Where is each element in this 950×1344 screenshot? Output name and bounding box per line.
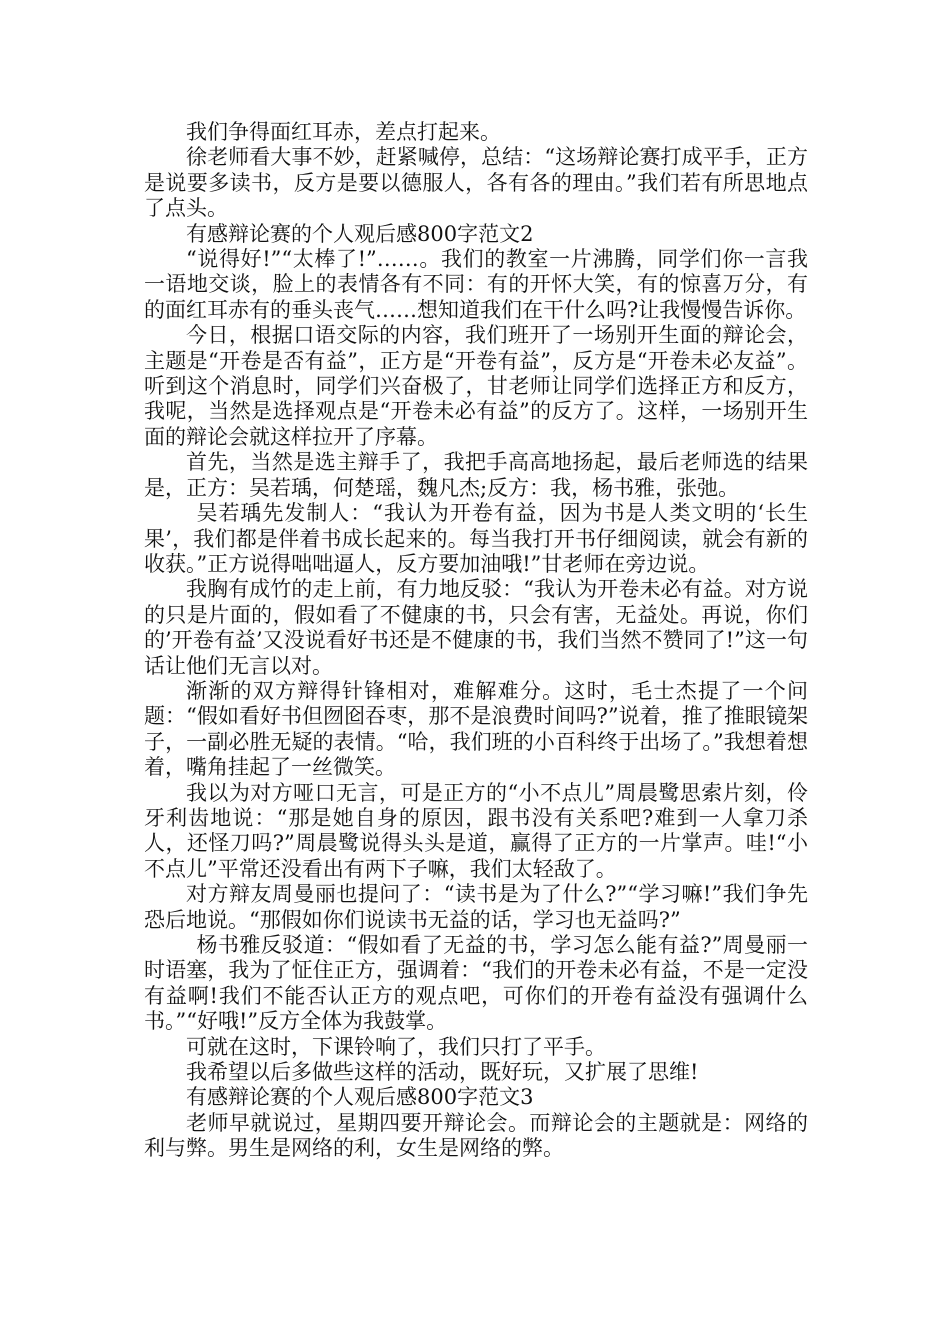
paragraph: 今日，根据口语交际的内容，我们班开了一场别开生面的辩论会，主题是“开卷是否有益”，正方是“开卷有益”，反方是“开卷未必友益”。听到这个消息时，同学们兴奋极了，甘老师让同学们选择正方和反方，我呢，当然是选择观点是“开卷未必有益”的反方了。这样，一场别开生面的辩论会就这样拉开了序幕。 [144, 323, 808, 449]
paragraph: 首先，当然是选主辩手了，我把手高高地扬起，最后老师选的结果是，正方：吴若瑀，何楚瑶，魏凡杰;反方：我，杨书雅，张弛。 [144, 450, 808, 500]
paragraph: 老师早就说过，星期四要开辩论会。而辩论会的主题就是：网络的利与弊。男生是网络的利，女生是网络的弊。 [144, 1110, 808, 1161]
section-heading: 有感辩论赛的个人观后感800字范文2 [186, 221, 534, 246]
paragraph: 对方辩友周曼丽也提问了：“读书是为了什么?”“学习嘛!”我们争先恐后地说。“那假如你们说读书无益的话，学习也无益吗?” [144, 882, 808, 932]
paragraph: 我们争得面红耳赤，差点打起来。 [186, 120, 501, 144]
paragraph: 徐老师看大事不妙，赶紧喊停，总结：“这场辩论赛打成平手，正方是说要多读书，反方是要以德服人，各有各的理由。”我们若有所思地点了点头。 [144, 145, 808, 221]
document-body [144, 120, 808, 1162]
paragraph: 我希望以后多做些这样的活动，既好玩，又扩展了思维! [186, 1060, 699, 1085]
paragraph: 吴若瑀先发制人：“我认为开卷有益，因为书是人类文明的‘长生果’，我们都是伴着书成长起来的。每当我打开书仔细阅读，就会有新的收获。”正方说得咄咄逼人，反方要加油哦!”甘老师在旁边说。 [144, 501, 808, 576]
section-heading: 有感辩论赛的个人观后感800字范文3 [186, 1085, 534, 1110]
paragraph: 我以为对方哑口无言，可是正方的“小不点儿”周晨鹭思索片刻，伶牙利齿地说：“那是她自身的原因，跟书没有关系吧?难到一人拿刀杀人，还怪刀吗?”周晨鹭说得头头是道，赢得了正方的一片掌声。哇!“小不点儿”平常还没看出有两下子嘛，我们太轻敌了。 [144, 780, 808, 881]
paragraph: 可就在这时，下课铃响了，我们只打了平手。 [186, 1034, 606, 1059]
paragraph: 杨书雅反驳道：“假如看了无益的书，学习怎么能有益?”周曼丽一时语塞，我为了怔住正方，强调着：“我们的开卷未必有益，不是一定没有益啊!我们不能否认正方的观点吧，可你们的开卷有益没有强调什么书。”“好哦!”反方全体为我鼓掌。 [144, 933, 808, 1034]
paragraph: 渐渐的双方辩得针锋相对，难解难分。这时，毛士杰提了一个问题：“假如看好书但囫囵吞枣，那不是浪费时间吗?”说着，推了推眼镜架子，一副必胜无疑的表情。“哈，我们班的小百科终于出场了。”我想着想着，嘴角挂起了一丝微笑。 [144, 678, 808, 780]
paragraph: 我胸有成竹的走上前，有力地反驳：“我认为开卷未必有益。对方说的只是片面的，假如看了不健康的书，只会有害，无益处。再说，你们的’开卷有益’又没说看好书还是不健康的书，我们当然不赞同了!”这一句话让他们无言以对。 [144, 577, 808, 678]
paragraph: “说得好!”“太棒了!”……。我们的教室一片沸腾，同学们你一言我一语地交谈，脸上的表情各有不同：有的开怀大笑，有的惊喜万分，有的面红耳赤有的垂头丧气……想知道我们在干什么吗?让我慢慢告诉你。 [144, 247, 808, 322]
